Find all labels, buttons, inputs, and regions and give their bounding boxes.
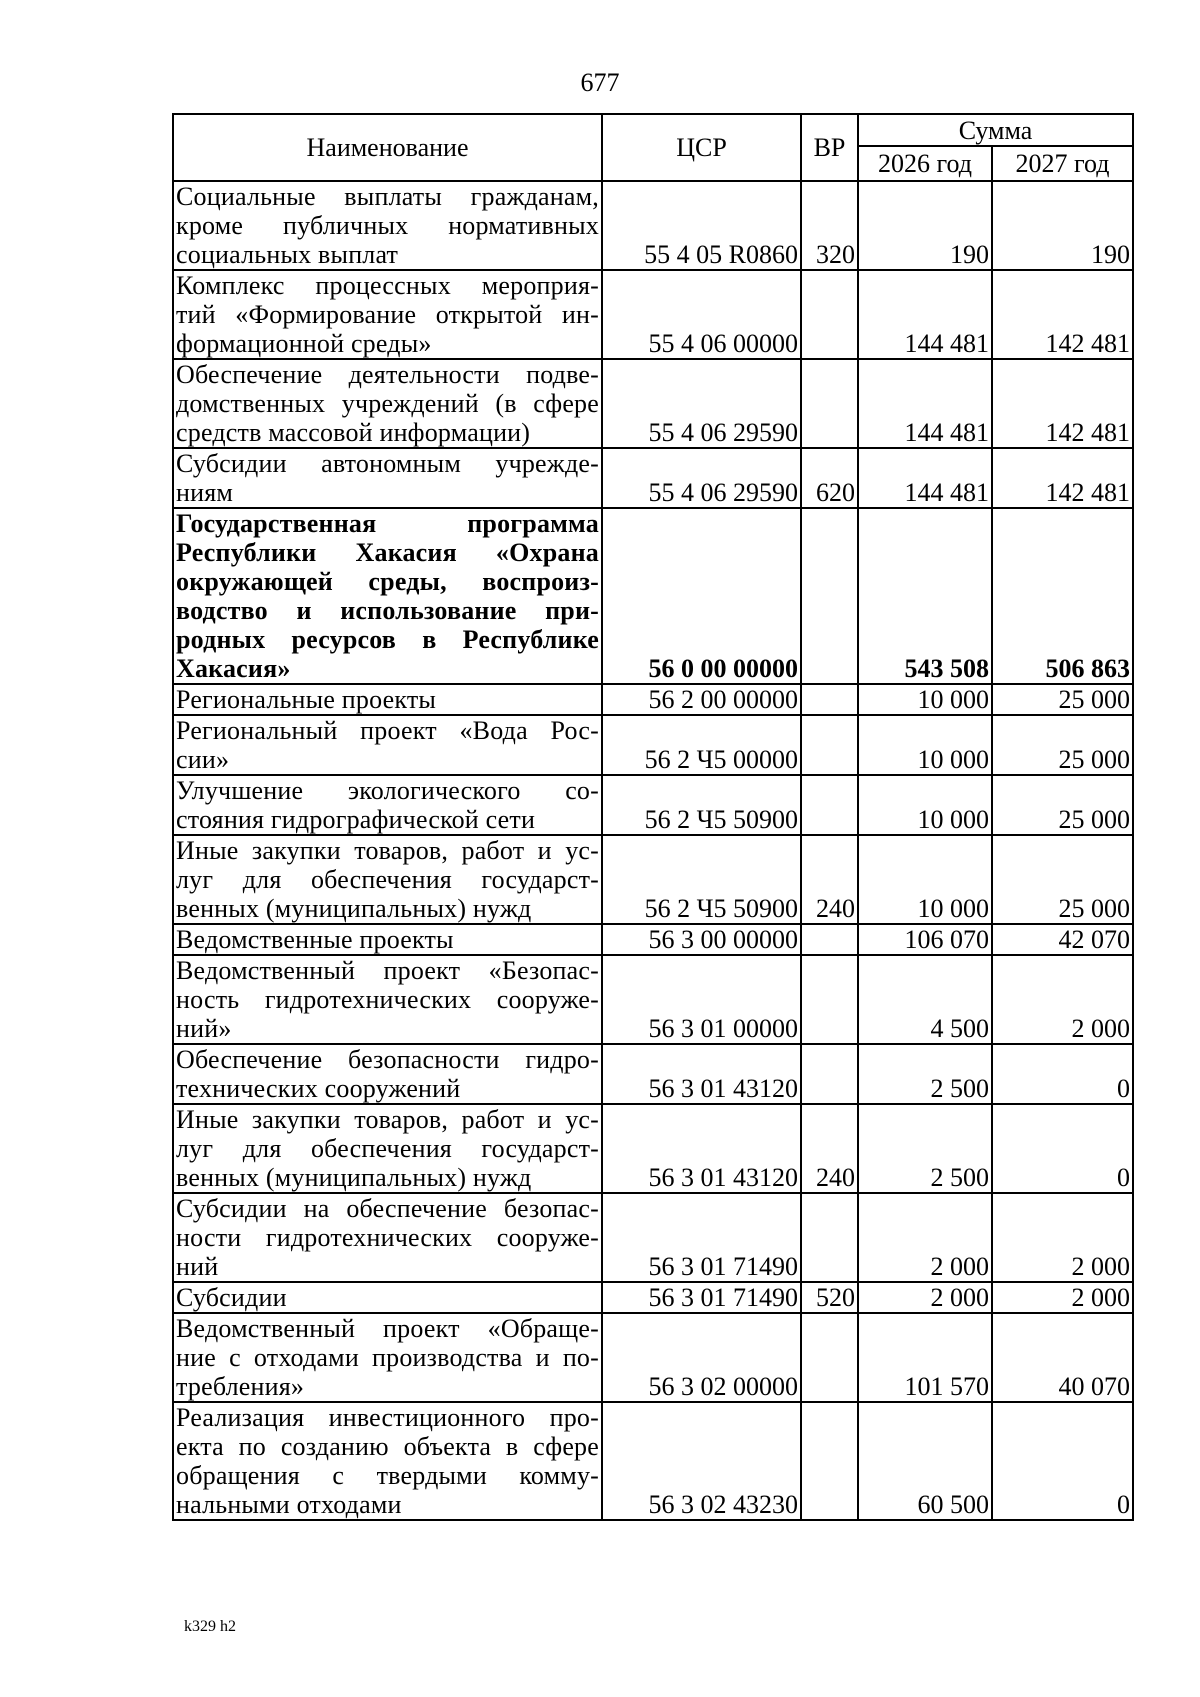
row-name: [173, 684, 602, 715]
row-name: [173, 715, 602, 775]
row-sum-2026: 60 500: [858, 1402, 992, 1520]
row-name-line: формационной среды»: [176, 329, 432, 358]
row-name-line: ности гидротехнических сооруже-: [176, 1223, 599, 1252]
row-name-line: обращения с твердыми комму-: [176, 1461, 599, 1490]
table-row: [173, 1282, 1133, 1313]
row-sum-2026: 144 481: [858, 359, 992, 448]
row-vr: [801, 684, 858, 715]
row-sum-2027: 2 000: [992, 1193, 1133, 1282]
row-name-line: Иные закупки товаров, работ и ус-: [176, 1105, 599, 1134]
row-vr: 240: [801, 835, 858, 924]
row-vr: [801, 270, 858, 359]
row-sum-2026: 144 481: [858, 270, 992, 359]
row-csr: 56 3 01 43120: [602, 1104, 801, 1193]
row-name: [173, 924, 602, 955]
row-csr: 56 3 01 71490: [602, 1193, 801, 1282]
row-csr: 56 3 02 43230: [602, 1402, 801, 1520]
row-name: [173, 270, 602, 359]
row-vr: 620: [801, 448, 858, 508]
row-name-line: Региональный проект «Вода Рос-: [176, 716, 599, 745]
row-name: [173, 835, 602, 924]
table-row: [173, 684, 1133, 715]
row-name-line: ний: [176, 1252, 219, 1281]
row-name: [173, 775, 602, 835]
row-name-line: луг для обеспечения государст-: [176, 865, 599, 894]
row-csr: 56 3 01 43120: [602, 1044, 801, 1104]
row-sum-2027: 40 070: [992, 1313, 1133, 1402]
table-row: [173, 448, 1133, 508]
table-row: [173, 715, 1133, 775]
table-row: [173, 775, 1133, 835]
row-sum-2026: 4 500: [858, 955, 992, 1044]
table-row: [173, 181, 1133, 270]
row-vr: [801, 715, 858, 775]
row-vr: [801, 1044, 858, 1104]
row-name-line: Региональные проекты: [176, 685, 437, 714]
page-number: 677: [580, 68, 620, 97]
table-row: [173, 1313, 1133, 1402]
row-sum-2026: 2 000: [858, 1282, 992, 1313]
row-vr: 320: [801, 181, 858, 270]
row-sum-2026: 10 000: [858, 715, 992, 775]
row-csr: 55 4 06 29590: [602, 359, 801, 448]
row-sum-2027: 25 000: [992, 715, 1133, 775]
row-name: [173, 1193, 602, 1282]
header-year-2026: 2026 год: [858, 146, 992, 181]
row-sum-2026: 543 508: [858, 508, 992, 684]
row-sum-2027: 0: [992, 1402, 1133, 1520]
row-vr: 240: [801, 1104, 858, 1193]
row-name-line: требления»: [176, 1372, 305, 1401]
row-sum-2027: 142 481: [992, 359, 1133, 448]
row-name-line: Республики Хакасия «Охрана: [176, 538, 599, 567]
row-csr: 56 2 Ч5 50900: [602, 775, 801, 835]
table-row: [173, 508, 1133, 684]
row-sum-2027: 506 863: [992, 508, 1133, 684]
row-name-line: сии»: [176, 745, 230, 774]
row-csr: 56 3 01 00000: [602, 955, 801, 1044]
row-name-line: Иные закупки товаров, работ и ус-: [176, 836, 599, 865]
row-name-line: Субсидии: [176, 1283, 287, 1312]
row-vr: [801, 508, 858, 684]
row-name-line: водство и использование при-: [176, 596, 599, 625]
row-csr: 56 3 02 00000: [602, 1313, 801, 1402]
row-name-line: нальными отходами: [176, 1490, 402, 1519]
row-name-line: кроме публичных нормативных: [176, 211, 599, 240]
row-vr: 520: [801, 1282, 858, 1313]
row-csr: 56 2 Ч5 00000: [602, 715, 801, 775]
row-name-line: домственных учреждений (в сфере: [176, 389, 599, 418]
row-name-line: родных ресурсов в Республике: [176, 625, 599, 654]
row-csr: 56 2 00 00000: [602, 684, 801, 715]
table-row: [173, 1193, 1133, 1282]
table-row: [173, 1402, 1133, 1520]
row-sum-2026: 101 570: [858, 1313, 992, 1402]
budget-table: [172, 113, 1134, 1521]
row-sum-2027: 2 000: [992, 955, 1133, 1044]
table-row: [173, 835, 1133, 924]
row-sum-2026: 106 070: [858, 924, 992, 955]
header-csr: ЦСР: [602, 114, 801, 181]
row-csr: 56 0 00 00000: [602, 508, 801, 684]
table-row: [173, 270, 1133, 359]
row-sum-2027: 25 000: [992, 775, 1133, 835]
row-name-line: Ведомственный проект «Безопас-: [176, 956, 599, 985]
row-sum-2027: 0: [992, 1044, 1133, 1104]
row-name: [173, 955, 602, 1044]
row-vr: [801, 359, 858, 448]
row-sum-2026: 10 000: [858, 684, 992, 715]
row-name: [173, 448, 602, 508]
row-name: [173, 181, 602, 270]
row-csr: 55 4 06 29590: [602, 448, 801, 508]
row-sum-2026: 190: [858, 181, 992, 270]
row-name: [173, 1282, 602, 1313]
table-body: [173, 181, 1133, 1520]
row-name-line: Обеспечение деятельности подве-: [176, 360, 599, 389]
row-vr: [801, 775, 858, 835]
row-name-line: Комплекс процессных мероприя-: [176, 271, 599, 300]
row-name: [173, 359, 602, 448]
row-name-line: технических сооружений: [176, 1074, 461, 1103]
row-name-line: Государственная программа: [176, 509, 599, 538]
row-csr: 56 3 01 71490: [602, 1282, 801, 1313]
row-vr: [801, 1402, 858, 1520]
row-sum-2026: 10 000: [858, 835, 992, 924]
row-name-line: Субсидии автономным учрежде-: [176, 449, 599, 478]
table-row: [173, 359, 1133, 448]
row-name-line: окружающей среды, воспроиз-: [176, 567, 599, 596]
row-name-line: ность гидротехнических сооруже-: [176, 985, 599, 1014]
row-name-line: Субсидии на обеспечение безопас-: [176, 1194, 599, 1223]
row-name-line: луг для обеспечения государст-: [176, 1134, 599, 1163]
row-sum-2027: 42 070: [992, 924, 1133, 955]
row-name: [173, 1402, 602, 1520]
row-name-line: Улучшение экологического со-: [176, 776, 599, 805]
row-name-line: социальных выплат: [176, 240, 399, 269]
header-name: Наименование: [173, 114, 602, 181]
row-name-line: Реализация инвестиционного про-: [176, 1403, 599, 1432]
row-sum-2027: 142 481: [992, 270, 1133, 359]
row-sum-2026: 144 481: [858, 448, 992, 508]
table-row: [173, 1104, 1133, 1193]
row-sum-2026: 10 000: [858, 775, 992, 835]
row-sum-2026: 2 000: [858, 1193, 992, 1282]
row-name-line: Ведомственный проект «Обраще-: [176, 1314, 599, 1343]
row-csr: 55 4 06 00000: [602, 270, 801, 359]
row-sum-2027: 0: [992, 1104, 1133, 1193]
row-vr: [801, 924, 858, 955]
row-name-line: екта по созданию объекта в сфере: [176, 1432, 599, 1461]
row-name-line: стояния гидрографической сети: [176, 805, 536, 834]
row-name-line: Обеспечение безопасности гидро-: [176, 1045, 599, 1074]
table-row: [173, 924, 1133, 955]
row-name-line: ниям: [176, 478, 234, 507]
row-name-line: ний»: [176, 1014, 232, 1043]
row-sum-2027: 2 000: [992, 1282, 1133, 1313]
row-name-line: Хакасия»: [176, 654, 291, 683]
header-sum: Сумма: [858, 114, 1133, 146]
row-name-line: Социальные выплаты гражданам,: [176, 182, 599, 211]
row-name-line: ние с отходами производства и по-: [176, 1343, 599, 1372]
row-csr: 56 3 00 00000: [602, 924, 801, 955]
row-sum-2027: 25 000: [992, 835, 1133, 924]
row-name: [173, 1313, 602, 1402]
row-name-line: тий «Формирование открытой ин-: [176, 300, 599, 329]
row-name: [173, 1104, 602, 1193]
header-year-2027: 2027 год: [992, 146, 1133, 181]
row-name-line: венных (муниципальных) нужд: [176, 894, 532, 923]
row-name-line: Ведомственные проекты: [176, 925, 454, 954]
row-sum-2027: 190: [992, 181, 1133, 270]
row-vr: [801, 955, 858, 1044]
row-sum-2026: 2 500: [858, 1104, 992, 1193]
row-csr: 56 2 Ч5 50900: [602, 835, 801, 924]
table-header: [173, 114, 1133, 181]
header-vr: ВР: [801, 114, 858, 181]
row-name-line: венных (муниципальных) нужд: [176, 1163, 532, 1192]
footer-code: k329 h2: [184, 1618, 236, 1635]
table-row: [173, 1044, 1133, 1104]
table-row: [173, 955, 1133, 1044]
row-name: [173, 1044, 602, 1104]
row-name: [173, 508, 602, 684]
row-sum-2027: 142 481: [992, 448, 1133, 508]
row-name-line: средств массовой информации): [176, 418, 531, 447]
row-sum-2027: 25 000: [992, 684, 1133, 715]
row-vr: [801, 1193, 858, 1282]
row-csr: 55 4 05 R0860: [602, 181, 801, 270]
row-vr: [801, 1313, 858, 1402]
row-sum-2026: 2 500: [858, 1044, 992, 1104]
